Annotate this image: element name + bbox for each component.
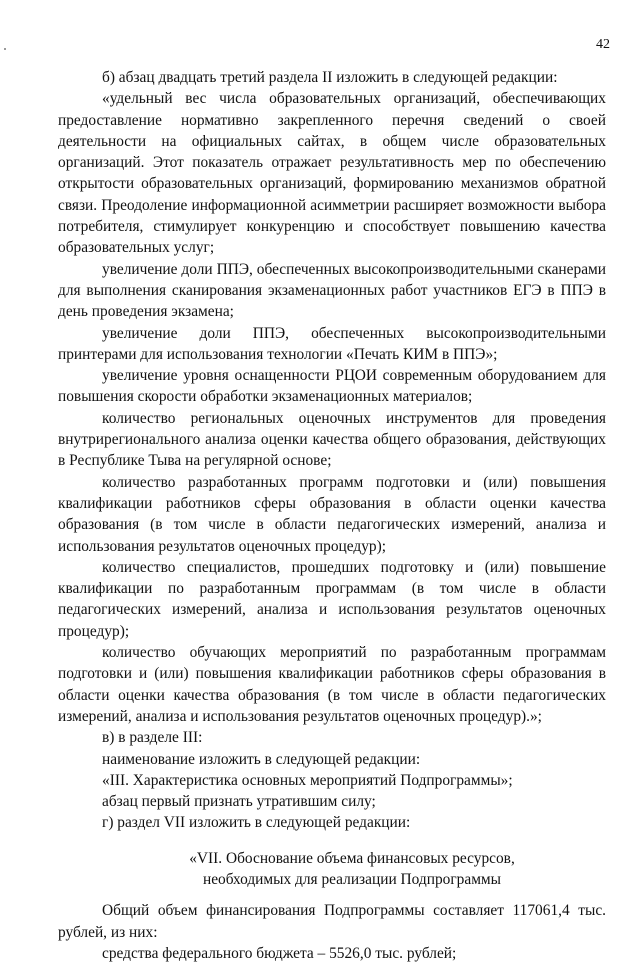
paragraph-amendment-d: г) раздел VII изложить в следующей редакции: [102,814,411,832]
paragraph-name-change: наименование изложить в следующей редакции: [102,750,421,768]
paragraph-federal-budget: средства федерального бюджета – 5526,0 тыс. рублей; [102,944,457,962]
document-body [58,67,606,964]
paragraph-indicator-websites: «удельный вес числа образовательных организаций, обеспечивающих предоставление нормативно закрепленного перечня сведений о своей деятельности на официальных сайтах, в общем числе образовательных организаций. Этот показатель отражает результативность мер по обеспечению открытости образовательных организаций, формированию механизмов обратной связи. Преодоление информационной асимметрии расширяет возможности выбора потребителя, стимулирует конкуренцию и способствует повышению качества образовательных услуг; [58,90,606,257]
paragraph-indicator-specialists: количество специалистов, прошедших подготовку и (или) повышение квалификации по разработанным программам (в том числе в области педагогических измерений, анализа и использования результатов оценочных процедур); [58,558,606,640]
paragraph-total-funding: Общий объем финансирования Подпрограммы составляет 117061,4 тыс. рублей, из них: [58,902,606,941]
paragraph-indicator-rcoi-equipment: увеличение уровня оснащенности РЦОИ современным оборудованием для повышения скорости обработки экзаменационных материалов; [58,367,606,406]
heading-line-2: необходимых для реализации Подпрограммы [202,870,502,888]
paragraph-indicator-scanners: увеличение доли ППЭ, обеспеченных высокопроизводительными сканерами для выполнения сканирования экзаменационных работ участников ЕГЭ в ППЭ в день проведения экзамена; [58,260,606,321]
paragraph-indicator-training-events: количество обучающих мероприятий по разработанным программам подготовки и (или) повышения квалификации работников сферы образования в области оценки качества образования (в том числе в области педагогических измерений, анализа и использования результатов оценочных процедур).»; [58,644,606,725]
heading-line-1: «VII. Обоснование объема финансовых ресурсов, [189,849,515,867]
paragraph-section-iii-title: «III. Характеристика основных мероприятий Подпрограммы»; [102,771,513,789]
paragraph-indicator-training-programs: количество разработанных программ подготовки и (или) повышения квалификации работников сферы образования в области оценки качества образования (в том числе в области педагогических измерений, анализа и использования результатов оценочных процедур); [58,473,606,555]
paragraph-invalidate-first: абзац первый признать утратившим силу; [102,793,376,811]
section-vii-heading [58,848,606,891]
scan-artifact [4,48,6,50]
paragraph-amendment-b: б) абзац двадцать третий раздела II изложить в следующей редакции: [102,69,558,86]
page-number: 42 [596,37,610,52]
paragraph-indicator-printers: увеличение доли ППЭ, обеспеченных высокопроизводительными принтерами для использования технологии «Печать КИМ в ППЭ»; [58,324,606,363]
paragraph-indicator-regional-tools: количество региональных оценочных инструментов для проведения внутрирегионального анализа оценки качества общего образования, действующих в Республике Тыва на регулярной основе; [58,409,606,470]
paragraph-amendment-c: в) в разделе III: [102,729,203,747]
